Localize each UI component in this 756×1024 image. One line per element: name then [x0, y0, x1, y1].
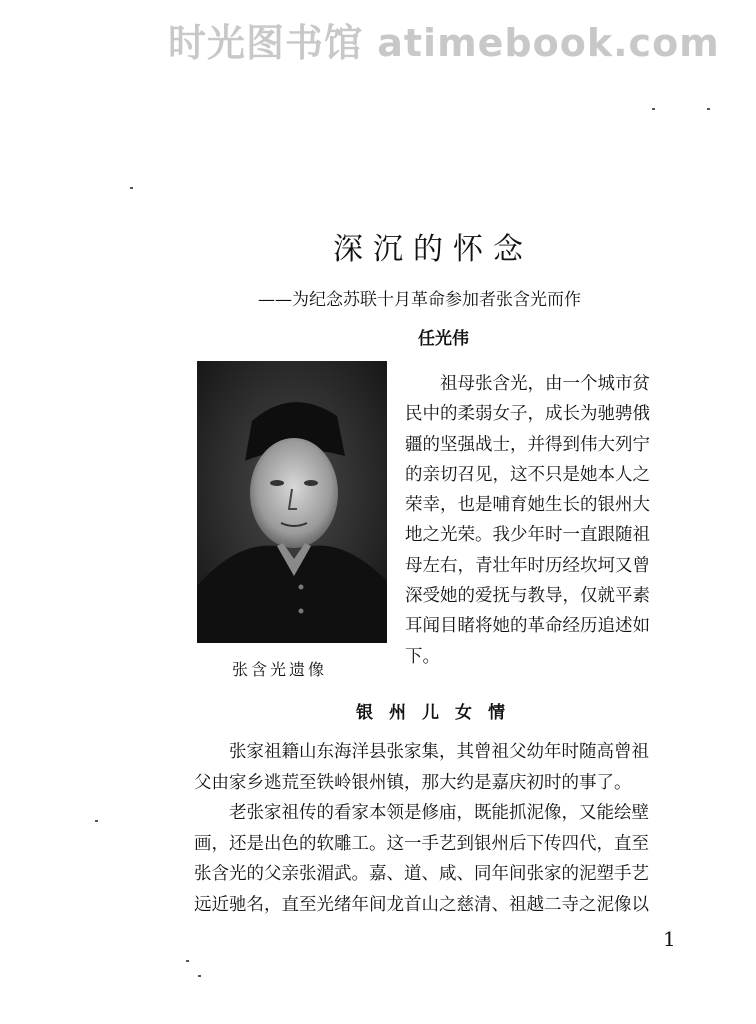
intro-line: 民中的柔弱女子，成长为驰骋俄: [405, 404, 650, 425]
page-number: 1: [663, 927, 676, 951]
intro-paragraph: [405, 369, 715, 672]
body-line: 老张家祖传的看家本领是修庙，既能抓泥像，又能绘壁: [229, 803, 649, 823]
portrait-illustration: [197, 361, 387, 643]
author-name: 任光伟: [418, 329, 469, 349]
body-line: 张含光的父亲张湄武。嘉、道、咸、同年间张家的泥塑手艺: [194, 864, 649, 884]
body-line: 画，还是出色的软雕工。这一手艺到银州后下传四代，直至: [194, 833, 649, 854]
intro-line: 祖母张含光，由一个城市贫: [440, 374, 650, 394]
section-heading: 银州儿女情: [356, 703, 521, 723]
portrait-photo: [197, 361, 387, 643]
photo-caption: 张含光遗像: [232, 660, 328, 679]
body-paragraph: [194, 737, 714, 920]
intro-line: 耳闻目睹将她的革命经历追述如: [405, 616, 650, 637]
scan-speck: [130, 187, 133, 189]
intro-line: 下。: [405, 646, 440, 667]
body-line: 远近驰名，直至光绪年间龙首山之慈清、祖越二寺之泥像以: [194, 894, 649, 915]
intro-line: 深受她的爱抚与教导，仅就平素: [405, 586, 650, 607]
scan-speck: [95, 820, 98, 822]
intro-line: 荣幸，也是哺育她生长的银州大: [405, 495, 650, 516]
body-line: 父由家乡逃荒至铁岭银州镇，那大约是嘉庆初时的事了。: [194, 772, 632, 793]
article-subtitle: ——为纪念苏联十月革命参加者张含光而作: [258, 290, 581, 310]
scan-speck: [652, 108, 655, 110]
scan-speck: [198, 975, 201, 977]
watermark: 时光图书馆 atimebook.com: [168, 21, 720, 65]
scan-speck: [186, 960, 189, 962]
intro-line: 母左右，青壮年时历经坎坷又曾: [405, 555, 650, 576]
intro-line: 地之光荣。我少年时一直跟随祖: [405, 525, 650, 546]
article-title: 深沉的怀念: [333, 232, 533, 267]
body-line: 张家祖籍山东海洋县张家集，其曾祖父幼年时随高曾祖: [229, 742, 649, 762]
intro-line: 疆的坚强战士，并得到伟大列宁: [405, 434, 650, 455]
scan-speck: [707, 108, 710, 110]
intro-line: 的亲切召见，这不只是她本人之: [405, 464, 650, 485]
